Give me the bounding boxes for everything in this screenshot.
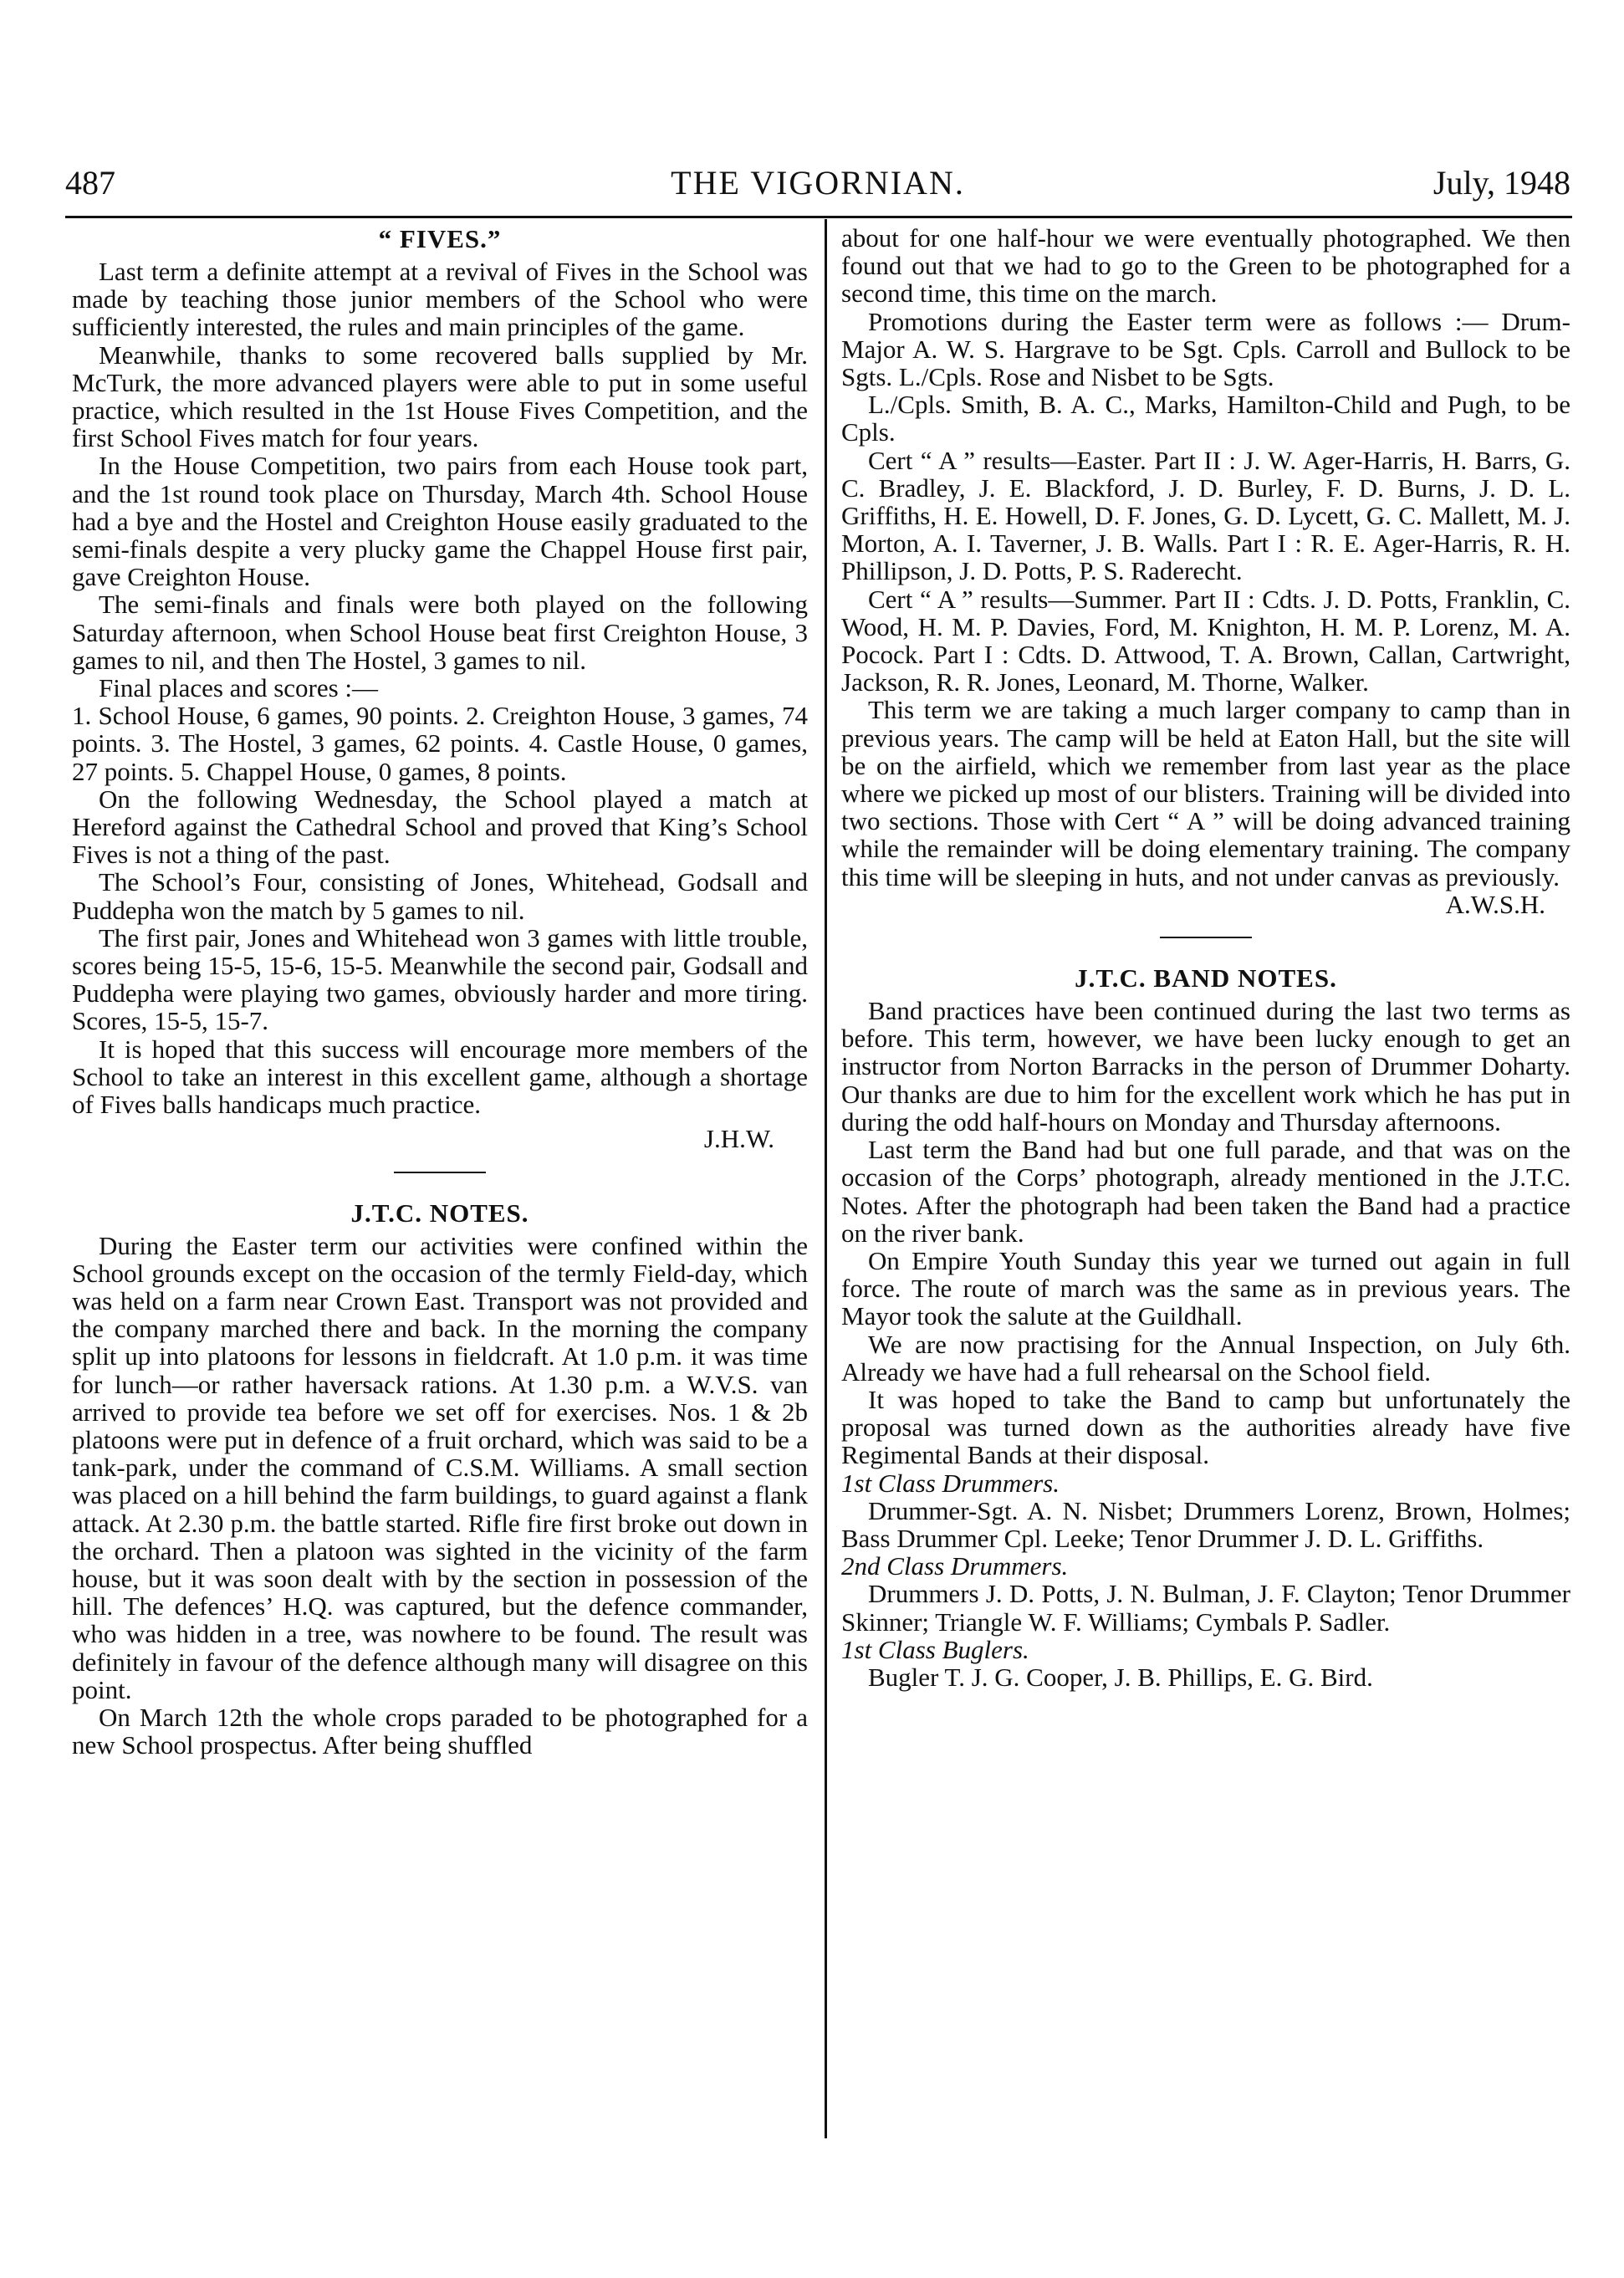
fives-paragraph: The School’s Four, consisting of Jones, Whitehead, Godsall and Puddepha won the match by 5 games to nil. [72, 867, 808, 925]
fives-paragraph: The first pair, Jones and Whitehead won 3 games with little trouble, scores being 15-5, 15-6, 15-5. Meanwhile the second pair, Godsall and Puddepha were playing two games, obviously harder and more tiring. Scores, 15-5, 15-7. [72, 922, 808, 1036]
band-paragraph: On Empire Youth Sunday this year we turned out again in full force. The route of march was the same as in previous years. The Mayor took the salute at the Guildhall. [841, 1245, 1570, 1331]
jtc-paragraph: During the Easter term our activities were confined within the School grounds except on the occasion of the termly Field-day, which was held on a farm near Crown East. Transport was not provided and the company marched there and back. In the morning the company split up into platoons for lessons in fieldcraft. At 1.0 p.m. it was time for lunch—or rather haversack rations. At 1.30 p.m. a W.V.S. van arrived to provide tea before we set off for exercises. Nos. 1 & 2b platoons were put in defence of a fruit orchard, which was said to be a tank-park, under the command of C.S.M. Williams. A small section was placed on a hill behind the farm buildings, to guard against a flank attack. At 2.30 p.m. the battle started. Rifle fire first broke out down in the orchard. Then a platoon was sighted in the vicinity of the farm house, but it was soon dealt with by the section in possession of the hill. The defences’ H.Q. was captured, but the defence commander, who was hidden in a tree, was nowhere to be found. The result was definitely in favour of the defence although many will disagree on this point. [72, 1230, 808, 1704]
header-rule [65, 216, 1572, 218]
band-group-members: Drummers J. D. Potts, J. N. Bulman, J. F. Clayton; Tenor Drummer Skinner; Triangle W. F. Williams; Cymbals P. Sadler. [841, 1579, 1570, 1637]
jtc-heading: J.T.C. NOTES. [350, 1198, 529, 1228]
fives-paragraph: Last term a definite attempt at a revival of Fives in the School was made by teaching those junior members of the School who were sufficiently interested, the rules and main principles of the game. [72, 257, 808, 342]
band-paragraph: We are now practising for the Annual Inspection, on July 6th. Already we have had a full rehearsal on the School field. [841, 1329, 1570, 1387]
jtc-paragraph: Cert “ A ” results—Easter. Part II : J. W. Ager-Harris, H. Barrs, G. C. Bradley, J. E. Blackford, J. D. Burley, F. D. Burns, J. D. L. Griffiths, H. E. Howell, D. F. Jones, G. D. Lycett, G. C. Mallett, M. J. Morton, A. I. Taverner, J. B. Walls. Part I : R. E. Ager-Harris, R. H. Phillipson, J. D. Potts, P. S. Raderecht. [841, 445, 1570, 586]
band-group-members: Drummer-Sgt. A. N. Nisbet; Drummers Lorenz, Brown, Holmes; Bass Drummer Cpl. Leeke; Tenor Drummer J. D. L. Griffiths. [841, 1495, 1570, 1553]
page-header [65, 163, 1570, 203]
issue-date: July, 1948 [1432, 164, 1570, 202]
fives-heading: “ FIVES.” [378, 224, 502, 253]
jtc-paragraph: On March 12th the whole crops paraded to be photographed for a new School prospectus. After being shuffled [72, 1702, 808, 1760]
right-column [841, 224, 1570, 1691]
fives-paragraph: Final places and scores :— [99, 673, 379, 703]
band-group-title: 2nd Class Drummers. [841, 1551, 1069, 1581]
fives-paragraph: The semi-finals and finals were both played on the following Saturday afternoon, when School House beat first Creighton House, 3 games to nil, and then The Hostel, 3 games to nil. [72, 590, 808, 675]
band-paragraph: Band practices have been continued during the last two terms as before. This term, however, we have been lucky enough to get an instructor from Norton Barracks in the person of Drummer Doharty. Our thanks are due to him for the excellent work which he has put in during the odd half-hours on Monday and Thursday afternoons. [841, 996, 1570, 1136]
publication-title: THE VIGORNIAN. [671, 164, 965, 202]
page-number: 487 [65, 164, 115, 202]
band-group-title: 1st Class Drummers. [841, 1468, 1060, 1498]
band-paragraph: Last term the Band had but one full parade, and that was on the occasion of the Corps’ photograph, already mentioned in the J.T.C. Notes. After the photograph had been taken the Band had a practice on the river bank. [841, 1135, 1570, 1248]
jtc-paragraph: Promotions during the Easter term were as follows :— Drum-Major A. W. S. Hargrave to be Sgt. Cpls. Carroll and Bullock to be Sgts. L./Cpls. Rose and Nisbet to be Sgts. [841, 306, 1570, 392]
jtc-paragraph: L./Cpls. Smith, B. A. C., Marks, Hamilton-Child and Pugh, to be Cpls. [841, 390, 1570, 447]
section-separator [1160, 937, 1252, 938]
fives-paragraph: It is hoped that this success will encourage more members of the School to take an interest in this excellent game, although a shortage of Fives balls handicaps much practice. [72, 1034, 808, 1120]
fives-results: 1. School House, 6 games, 90 points. 2. Creighton House, 3 games, 74 points. 3. The Hostel, 3 games, 62 points. 4. Castle House, 0 games, 27 points. 5. Chappel House, 0 games, 8 points. [72, 701, 808, 786]
fives-paragraph: On the following Wednesday, the School played a match at Hereford against the Cathedral School and proved that King’s School Fives is not a thing of the past. [72, 784, 808, 870]
fives-paragraph: In the House Competition, two pairs from each House took part, and the 1st round took place on Thursday, March 4th. School House had a bye and the Hostel and Creighton House easily graduated to the semi-finals despite a very plucky game the Chappel House first pair, gave Creighton House. [72, 451, 808, 592]
jtc-paragraph: Cert “ A ” results—Summer. Part II : Cdts. J. D. Potts, Franklin, C. Wood, H. M. P. Davies, Ford, M. Knighton, H. M. P. Lorenz, M. A. Pocock. Part I : Cdts. D. Attwood, T. A. Brown, Callan, Cartwright, Jackson, R. R. Jones, Leonard, M. Thorne, Walker. [841, 584, 1570, 697]
band-paragraph: It was hoped to take the Band to camp but unfortunately the proposal was turned down as the authorities already have five Regimental Bands at their disposal. [841, 1384, 1570, 1470]
band-group-members: Bugler T. J. G. Cooper, J. B. Phillips, E. G. Bird. [868, 1662, 1373, 1692]
jtc-continuation: about for one half-hour we were eventually photographed. We then found out that we had to go to the Green to be photographed for a second time, this time on the march. [841, 223, 1570, 309]
left-column [72, 224, 808, 1759]
jtc-signature: A.W.S.H. [1445, 889, 1545, 919]
band-group-title: 1st Class Buglers. [841, 1634, 1029, 1664]
column-divider [825, 219, 827, 2138]
fives-signature: J.H.W. [703, 1124, 774, 1154]
section-separator [394, 1172, 486, 1173]
band-heading: J.T.C. BAND NOTES. [1075, 963, 1337, 993]
jtc-paragraph: This term we are taking a much larger company to camp than in previous years. The camp will be held at Eaton Hall, but the site will be on the airfield, which we remember from last year as the place where we picked up most of our blisters. Training will be divided into two sections. Those with Cert “ A ” will be doing advanced training while the remainder will be doing elementary training. The company this time will be sleeping in huts, and not under canvas as previously. [841, 695, 1570, 891]
fives-paragraph: Meanwhile, thanks to some recovered balls supplied by Mr. McTurk, the more advanced players were able to put in some useful practice, which resulted in the 1st House Fives Competition, and the first School Fives match for four years. [72, 340, 808, 453]
